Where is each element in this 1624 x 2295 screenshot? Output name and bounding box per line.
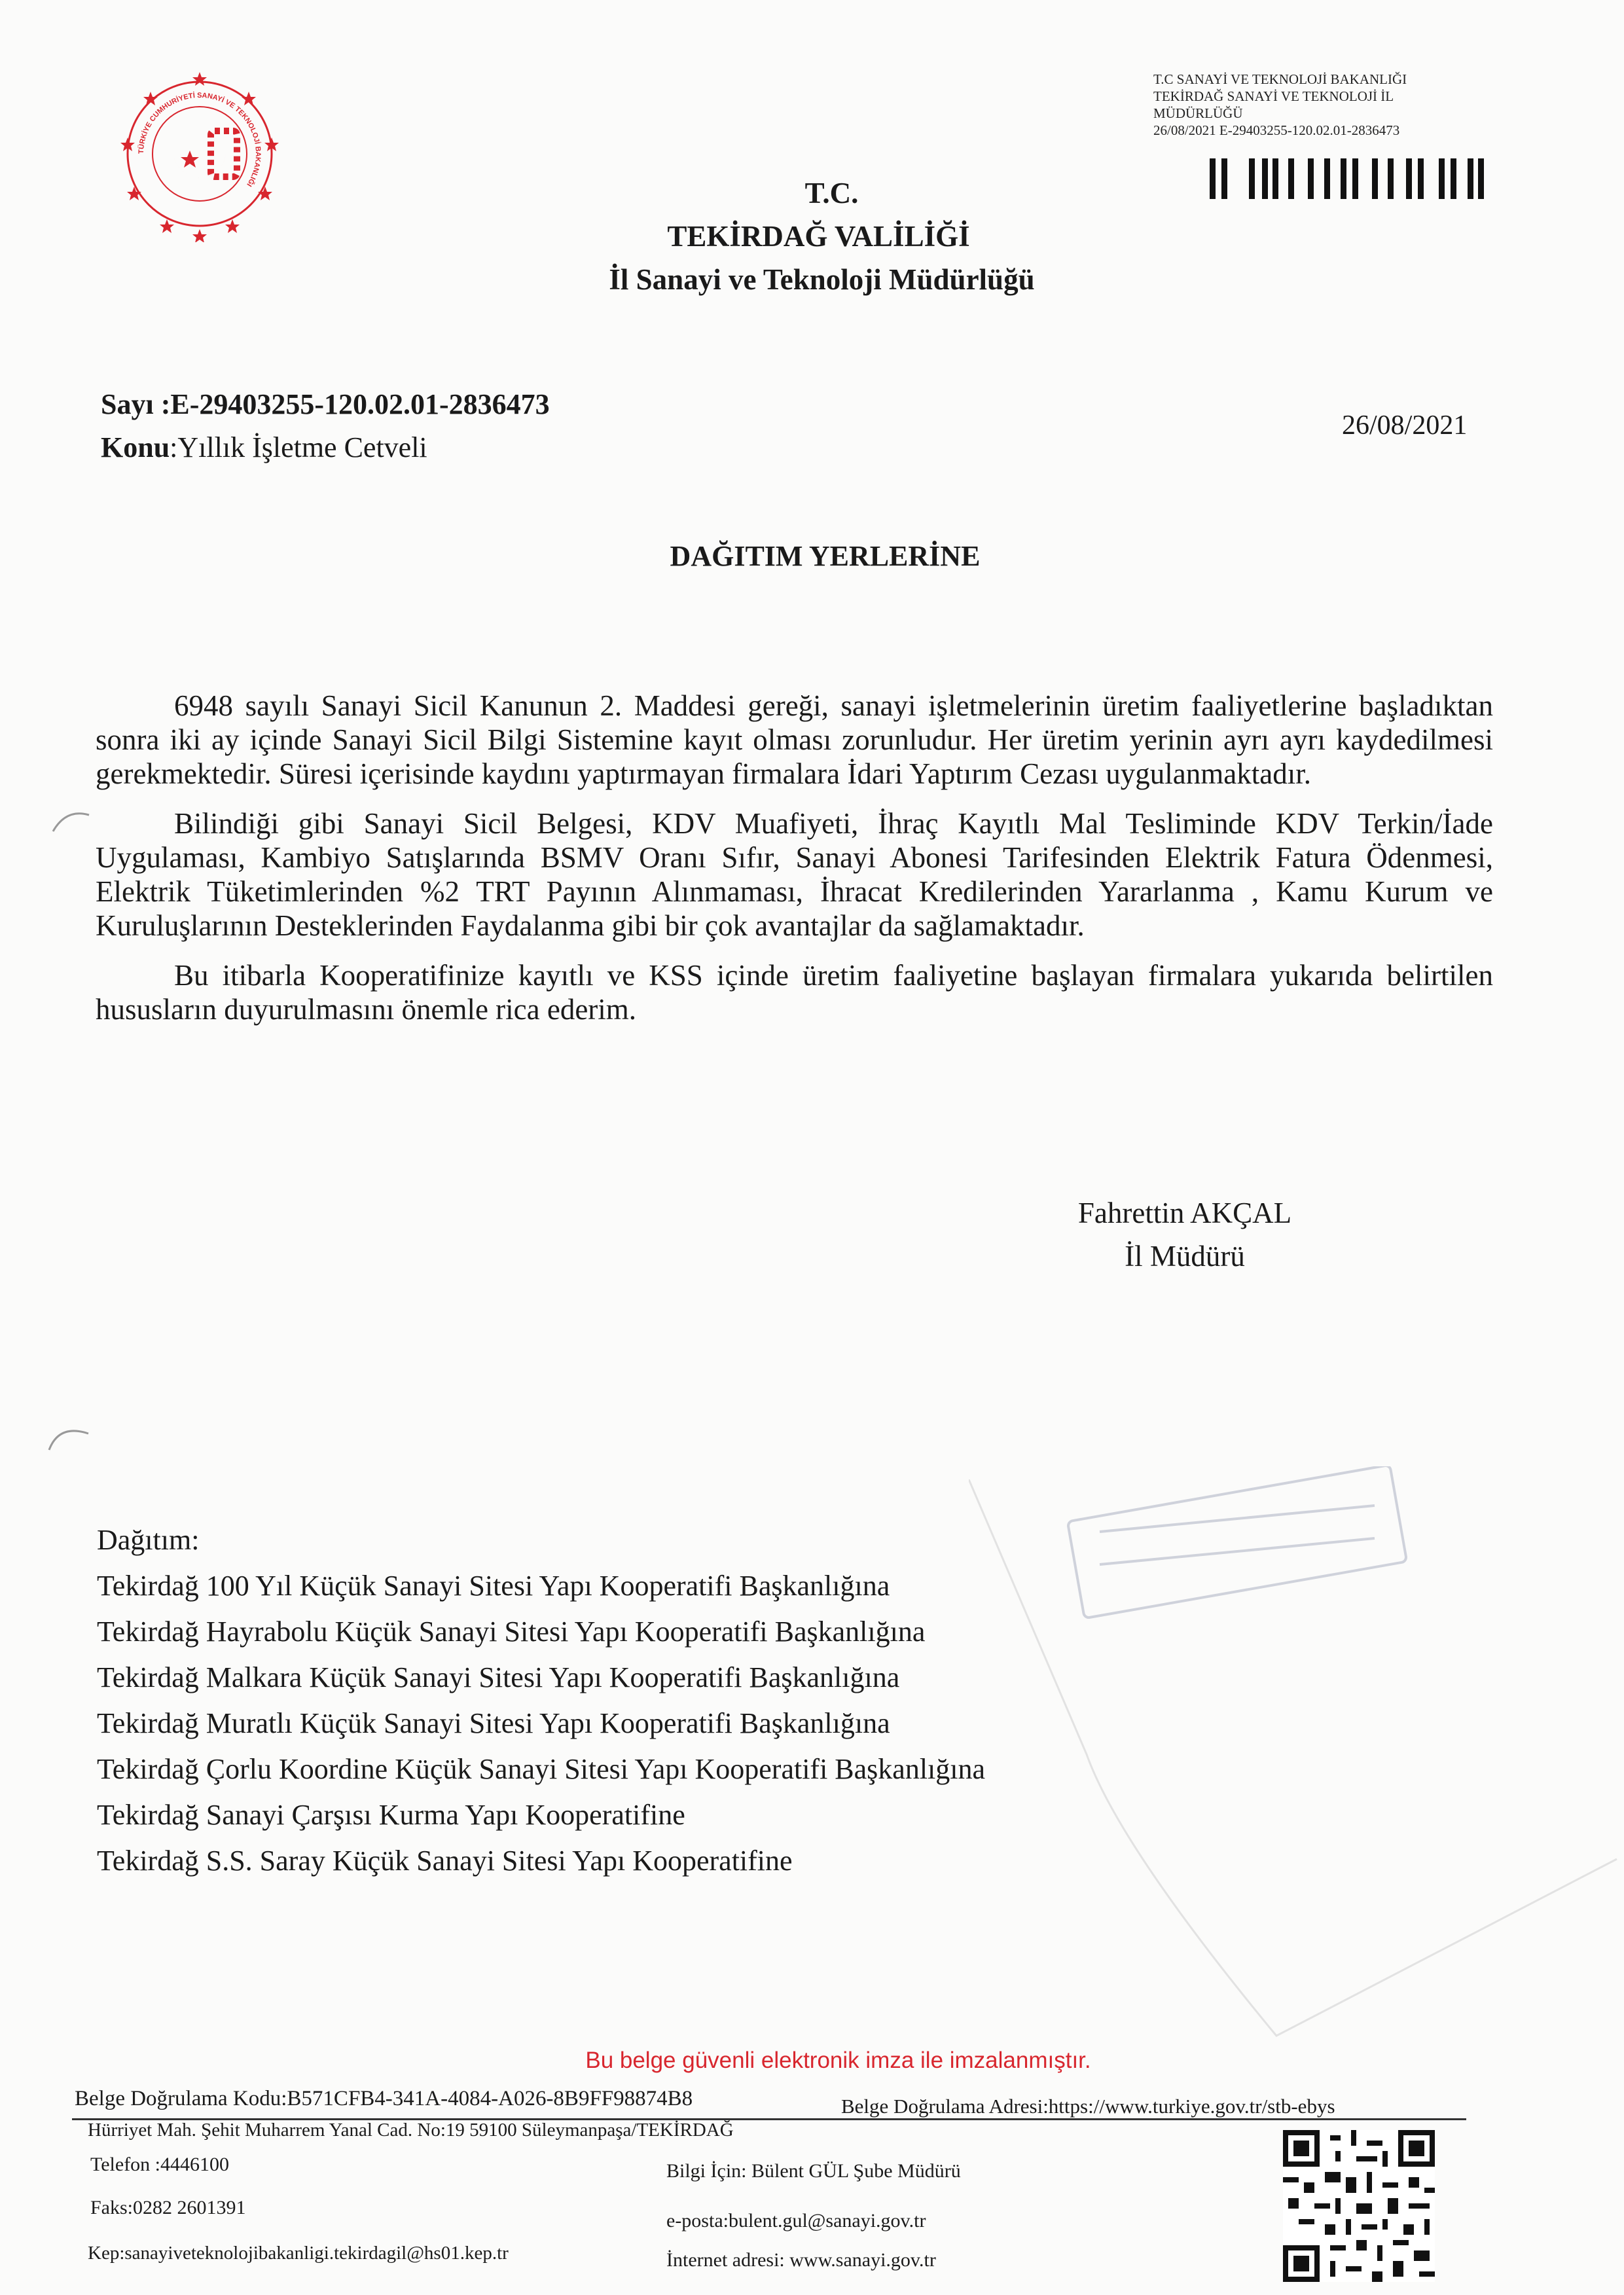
header-directorate: İl Sanayi ve Teknoloji Müdürlüğü xyxy=(609,263,1035,296)
registry-stamp-line: T.C SANAYİ VE TEKNOLOJİ BAKANLIĞI xyxy=(1153,71,1407,87)
addressee-title: DAĞITIM YERLERİNE xyxy=(670,540,981,572)
distribution-item: Tekirdağ Hayrabolu Küçük Sanayi Sitesi Yapı Kooperatifi Başkanlığına xyxy=(97,1616,926,1648)
subject-label: Konu xyxy=(101,431,170,463)
punch-hole-mark-icon xyxy=(50,805,102,844)
distribution-list xyxy=(97,1517,985,1884)
registry-stamp-line: MÜDÜRLÜĞÜ xyxy=(1153,105,1243,121)
distribution-item: Tekirdağ 100 Yıl Küçük Sanayi Sitesi Yapı Kooperatifi Başkanlığına xyxy=(97,1570,890,1602)
body-paragraph: Bilindiği gibi Sanayi Sicil Belgesi, KDV Muafiyeti, İhraç Kayıtlı Mal Tesliminde KDV Terkin/İade Uygulaması, Kambiyo Satışlarında BSMV Oranı Sıfır, Sanayi Abonesi Tarifesinden Elektrik Fatura Ödenmesi, Elektrik Tüketimlerinden %2 TRT Payının Alınmaması, İhracat Kredilerinden Yararlanma , Kamu Kurum ve Kuruluşlarının Desteklerinden Faydalanma gibi bir çok avantajlar da sağlamaktadır. xyxy=(96,807,1493,942)
registry-stamp-line: 26/08/2021 E-29403255-120.02.01-2836473 xyxy=(1153,122,1400,138)
distribution-label: Dağıtım: xyxy=(97,1524,200,1556)
registry-stamp-line: TEKİRDAĞ SANAYİ VE TEKNOLOJİ İL xyxy=(1153,88,1394,104)
phone-number: Telefon :4446100 xyxy=(90,2154,230,2175)
distribution-item: Tekirdağ Malkara Küçük Sanayi Sitesi Yapı Kooperatifi Başkanlığına xyxy=(97,1661,900,1693)
distribution-item: Tekirdağ Çorlu Koordine Küçük Sanayi Sitesi Yapı Kooperatifi Başkanlığına xyxy=(97,1753,986,1785)
subject-value: :Yıllık İşletme Cetveli xyxy=(170,431,427,463)
signature-block xyxy=(1034,1191,1335,1278)
fax-number: Faks:0282 2601391 xyxy=(90,2197,246,2218)
website: İnternet adresi: www.sanayi.gov.tr xyxy=(666,2249,936,2271)
letter-body xyxy=(96,689,1493,1042)
kep-address: Kep:sanayiveteknolojibakanligi.tekirdagil@hs01.kep.tr xyxy=(88,2243,509,2264)
body-paragraph: 6948 sayılı Sanayi Sicil Kanunun 2. Maddesi gereği, sanayi işletmelerinin üretim faaliyetlerine başladıktan sonra iki ay içinde Sanayi Sicil Bilgi Sistemine kayıt olması zorunludur. Her üretim yerinin ayrı ayrı kaydedilmesi gerekmektedir. Süresi içerisinde kaydını yaptırmayan firmalara İdari Yaptırım Cezası uygulanmaktadır. xyxy=(96,689,1493,790)
reference-number: Sayı :E-29403255-120.02.01-2836473 xyxy=(101,388,550,420)
distribution-item: Tekirdağ S.S. Saray Küçük Sanayi Sitesi Yapı Kooperatifine xyxy=(97,1845,793,1877)
contact-person: Bilgi İçin: Bülent GÜL Şube Müdürü xyxy=(666,2160,961,2182)
qr-code-icon xyxy=(1283,2130,1435,2282)
subject-line xyxy=(101,431,427,464)
punch-hole-mark-icon xyxy=(46,1420,98,1460)
paper-fold-line-icon xyxy=(969,1479,1623,2069)
emblem-ring-text: TÜRKİYE CUMHURİYETİ SANAYİ VE TEKNOLOJİ BAKANLIĞI xyxy=(137,91,262,189)
e-signature-notice: Bu belge güvenli elektronik imza ile imzalanmıştır. xyxy=(585,2048,1091,2073)
distribution-item: Tekirdağ Muratlı Küçük Sanayi Sitesi Yapı Kooperatifi Başkanlığına xyxy=(97,1707,890,1739)
signatory-name: Fahrettin AKÇAL xyxy=(1077,1197,1292,1229)
verification-code: Belge Doğrulama Kodu:B571CFB4-341A-4084-A026-8B9FF98874B8 xyxy=(75,2087,693,2110)
letter-header xyxy=(0,172,1624,301)
distribution-item: Tekirdağ Sanayi Çarşısı Kurma Yapı Kooperatifine xyxy=(97,1799,685,1831)
signatory-title: İl Müdürü xyxy=(1125,1240,1245,1273)
header-governorship: TEKİRDAĞ VALİLİĞİ xyxy=(667,220,970,253)
header-country: T.C. xyxy=(804,177,859,209)
contact-email: e-posta:bulent.gul@sanayi.gov.tr xyxy=(666,2210,926,2232)
verification-address: Belge Doğrulama Adresi:https://www.turkiye.gov.tr/stb-ebys xyxy=(841,2095,1335,2118)
office-address: Hürriyet Mah. Şehit Muharrem Yanal Cad. No:19 59100 Süleymanpaşa/TEKİRDAĞ xyxy=(88,2120,734,2141)
registry-stamp xyxy=(1153,71,1494,139)
body-paragraph: Bu itibarla Kooperatifinize kayıtlı ve KSS içinde üretim faaliyetine başlayan firmalara yukarıda belirtilen hususların duyurulmasını önemle rica ederim. xyxy=(96,959,1493,1026)
letter-date: 26/08/2021 xyxy=(1342,410,1468,441)
